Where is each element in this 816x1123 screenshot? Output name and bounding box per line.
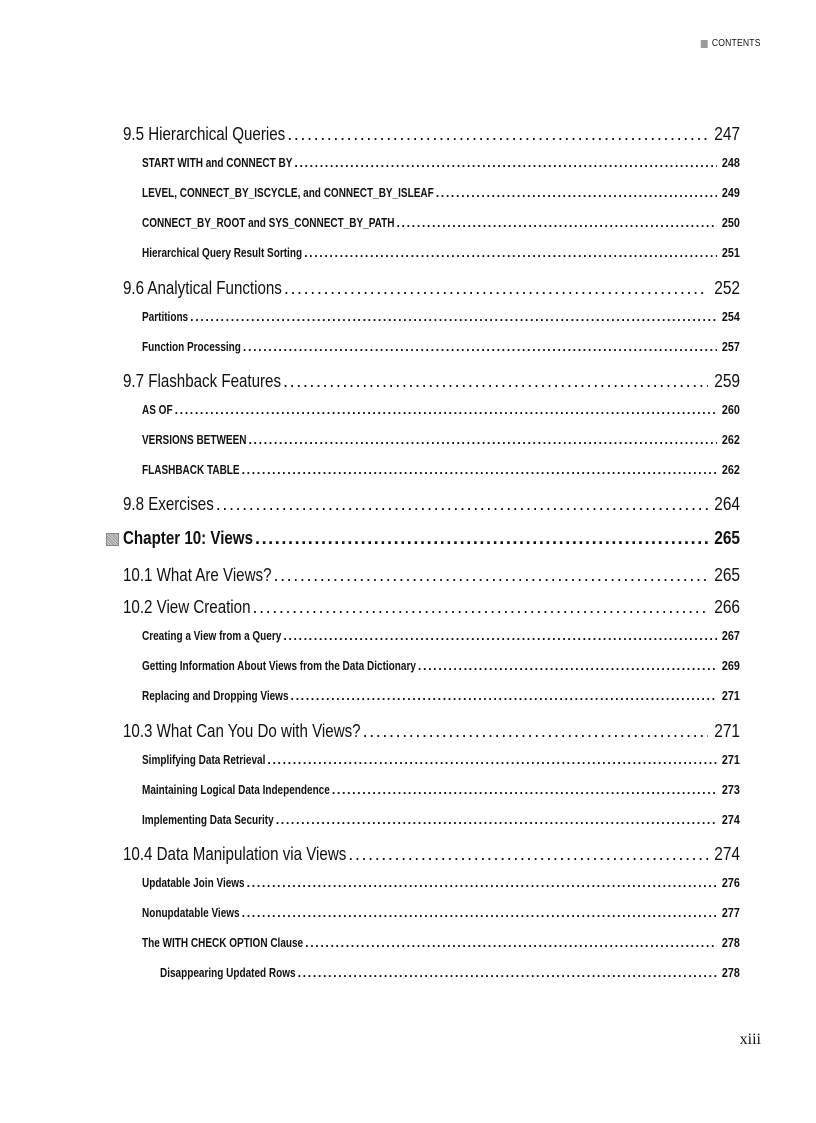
toc-entry[interactable] <box>123 597 740 618</box>
toc-entry-title: Nonupdatable Views <box>142 906 240 920</box>
toc-entry-page: 251 <box>722 246 740 260</box>
toc-entry[interactable] <box>142 629 740 643</box>
toc-entry-page: 259 <box>714 371 740 391</box>
toc-entry-title: Updatable Join Views <box>142 876 245 890</box>
running-head <box>701 38 761 49</box>
toc-entry-title: Simplifying Data Retrieval <box>142 753 266 767</box>
toc-entry-page: 248 <box>722 156 740 170</box>
toc-entry[interactable] <box>142 216 740 230</box>
dot-leader <box>175 403 718 417</box>
toc-entry[interactable] <box>142 186 740 200</box>
dot-leader <box>255 528 708 549</box>
dot-leader <box>243 340 717 354</box>
toc-entry[interactable] <box>123 124 740 145</box>
toc-entry-page: 249 <box>722 186 740 200</box>
toc-entry-page: 274 <box>722 813 740 827</box>
toc-entry[interactable] <box>142 246 740 260</box>
dot-leader <box>242 906 718 920</box>
square-bullet-icon <box>701 40 708 48</box>
toc-entry-page: 265 <box>714 528 740 548</box>
toc-entry-page: 257 <box>722 340 740 354</box>
toc-entry-page: 271 <box>714 721 740 741</box>
dot-leader <box>304 246 717 260</box>
toc-entry-title: VERSIONS BETWEEN <box>142 433 247 447</box>
toc-entry-page: 274 <box>714 844 740 864</box>
toc-entry-page: 262 <box>722 463 740 477</box>
dot-leader <box>305 936 717 950</box>
toc-entry-title: The WITH CHECK OPTION Clause <box>142 936 304 950</box>
dot-leader <box>284 278 708 299</box>
toc-entry-page: 276 <box>722 876 740 890</box>
toc-entry[interactable] <box>142 876 740 890</box>
toc-entry-title: Creating a View from a Query <box>142 629 282 643</box>
toc-entry-title: Hierarchical Query Result Sorting <box>142 246 303 260</box>
toc-entry-title: Implementing Data Security <box>142 813 274 827</box>
toc-entry-page: 277 <box>722 906 740 920</box>
toc-entry-page: 269 <box>722 659 740 673</box>
running-head-label: CONTENTS <box>712 38 761 49</box>
toc-entry[interactable] <box>142 753 740 767</box>
dot-leader <box>363 721 708 742</box>
toc-entry[interactable] <box>142 813 740 827</box>
dot-leader <box>276 813 717 827</box>
dot-leader <box>294 156 717 170</box>
toc-entry[interactable] <box>123 494 740 515</box>
toc-entry-title: LEVEL, CONNECT_BY_ISCYCLE, and CONNECT_BY_ISLEAF <box>142 186 434 200</box>
dot-leader <box>248 433 717 447</box>
toc-entry[interactable] <box>142 403 740 417</box>
toc-entry-page: 271 <box>722 689 740 703</box>
dot-leader <box>190 310 717 324</box>
toc-entry-title: Replacing and Dropping Views <box>142 689 289 703</box>
toc-entry-page: 262 <box>722 433 740 447</box>
toc-entry-title: 9.5 Hierarchical Queries <box>123 124 286 144</box>
toc-entry-title: Function Processing <box>142 340 241 354</box>
dot-leader <box>287 124 708 145</box>
toc-entry-page: 267 <box>722 629 740 643</box>
toc-entry-title: Getting Information About Views from the Data Dictionary <box>142 659 416 673</box>
toc-entry[interactable] <box>123 565 740 586</box>
toc-entry[interactable] <box>142 156 740 170</box>
toc-entry[interactable] <box>123 721 740 742</box>
toc-entry[interactable] <box>142 659 740 673</box>
toc-entry-title: AS OF <box>142 403 173 417</box>
toc-entry-title: 10.4 Data Manipulation via Views <box>123 844 347 864</box>
toc-entry-title: 10.2 View Creation <box>123 597 251 617</box>
toc-entry[interactable] <box>123 278 740 299</box>
toc-entry-title: Maintaining Logical Data Independence <box>142 783 330 797</box>
toc-entry[interactable] <box>123 371 740 392</box>
toc-entry-page: 254 <box>722 310 740 324</box>
toc-entry-title: 9.8 Exercises <box>123 494 214 514</box>
dot-leader <box>396 216 717 230</box>
toc-entry-page: 278 <box>722 936 740 950</box>
dot-leader <box>267 753 717 767</box>
toc-entry-page: 247 <box>714 124 740 144</box>
dot-leader <box>298 966 718 980</box>
toc-entry-title: 9.7 Flashback Features <box>123 371 282 391</box>
toc-entry-page: 250 <box>722 216 740 230</box>
dot-leader <box>332 783 717 797</box>
toc-entry-title: 10.1 What Are Views? <box>123 565 272 585</box>
dot-leader <box>283 629 717 643</box>
toc-entry[interactable] <box>160 966 740 980</box>
toc-entry[interactable] <box>142 340 740 354</box>
toc-entry-page: 271 <box>722 753 740 767</box>
toc-entry[interactable] <box>142 689 740 703</box>
toc-entry[interactable] <box>123 844 740 865</box>
dot-leader <box>252 597 707 618</box>
toc-entry-page: 266 <box>714 597 740 617</box>
toc-entry[interactable] <box>142 433 740 447</box>
dot-leader <box>291 689 718 703</box>
toc-entry-title: Chapter 10: Views <box>123 528 253 548</box>
toc-entry[interactable] <box>142 783 740 797</box>
dot-leader <box>273 565 707 586</box>
toc-entry-title: 10.3 What Can You Do with Views? <box>123 721 361 741</box>
dot-leader <box>348 844 708 865</box>
toc-entry-page: 273 <box>722 783 740 797</box>
dot-leader <box>247 876 718 890</box>
dot-leader <box>418 659 717 673</box>
toc-entry-title: CONNECT_BY_ROOT and SYS_CONNECT_BY_PATH <box>142 216 395 230</box>
toc-entry-title: Partitions <box>142 310 189 324</box>
toc-entry-page: 252 <box>714 278 740 298</box>
toc-entry-page: 260 <box>722 403 740 417</box>
toc-entry-page: 278 <box>722 966 740 980</box>
toc-entry-title: START WITH and CONNECT BY <box>142 156 293 170</box>
toc-entry-title: Disappearing Updated Rows <box>160 966 296 980</box>
chapter-marker-icon <box>106 533 119 546</box>
toc-entry-page: 264 <box>714 494 740 514</box>
dot-leader <box>436 186 717 200</box>
toc-entry-page: 265 <box>714 565 740 585</box>
dot-leader <box>216 494 708 515</box>
toc-entry[interactable] <box>142 310 740 324</box>
toc-chapter-entry[interactable] <box>123 528 740 549</box>
dot-leader <box>242 463 718 477</box>
toc-entry-title: FLASHBACK TABLE <box>142 463 240 477</box>
toc-entry[interactable] <box>142 936 740 950</box>
toc-entry[interactable] <box>142 463 740 477</box>
toc-entry[interactable] <box>142 906 740 920</box>
page-number: xiii <box>739 1031 761 1048</box>
dot-leader <box>283 371 708 392</box>
toc-entry-title: 9.6 Analytical Functions <box>123 278 282 298</box>
